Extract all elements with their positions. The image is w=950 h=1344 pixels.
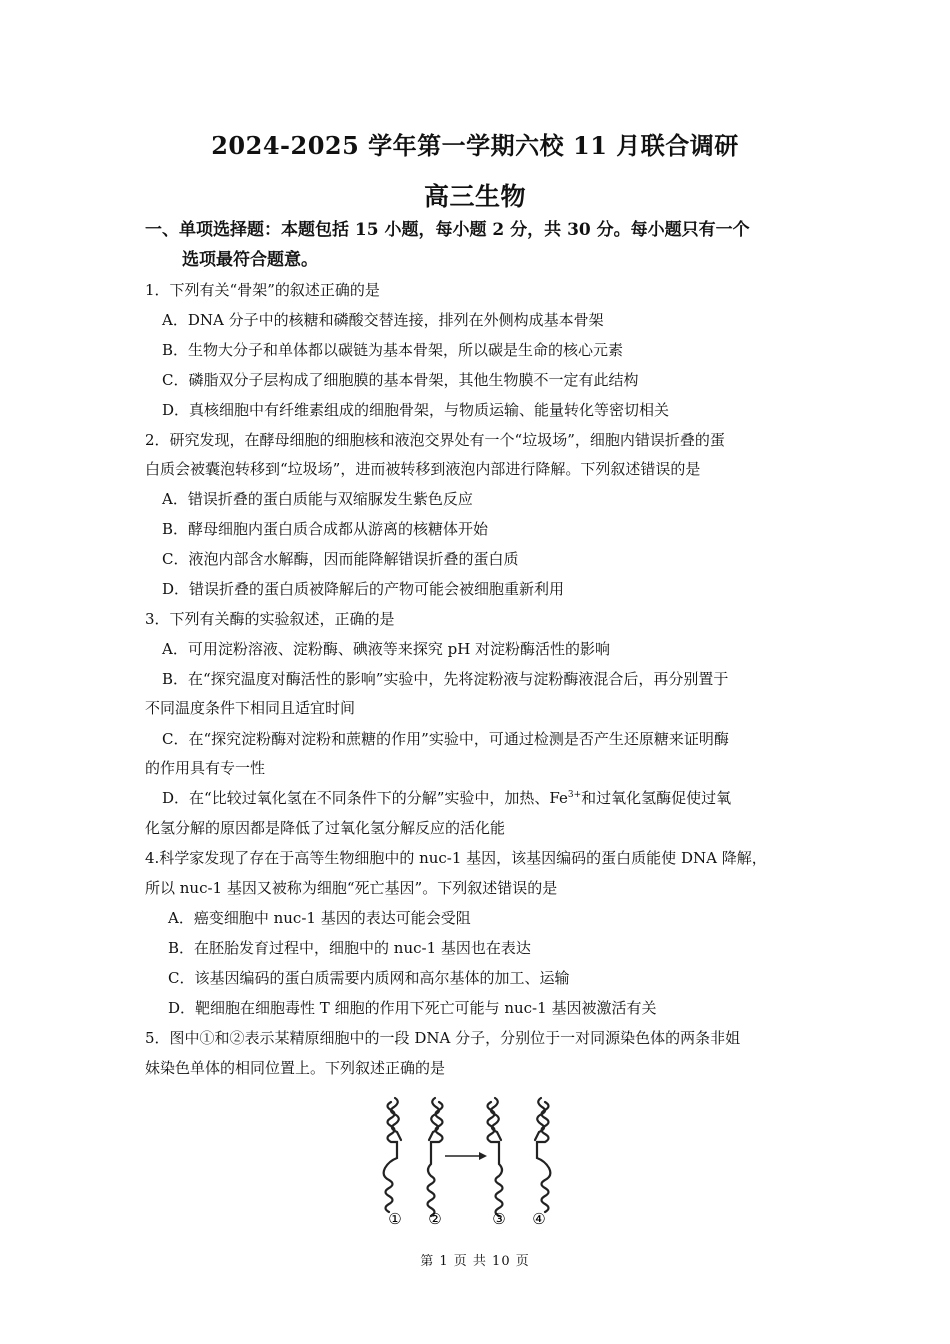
q4-option-a: A．癌变细胞中 nuc-1 基因的表达可能会受阻 xyxy=(168,909,471,927)
q4-option-b: B．在胚胎发育过程中，细胞中的 nuc-1 基因也在表达 xyxy=(168,939,531,957)
q4-stem: 4.科学家发现了存在于高等生物细胞中的 nuc-1 基因，该基因编码的蛋白质能使 DNA 降解， xyxy=(145,849,767,867)
q2-stem-cont: 白质会被囊泡转移到“垃圾场”，进而被转移到液泡内部进行降解。下列叙述错误的是 xyxy=(145,460,701,478)
label-3: ③ xyxy=(492,1210,506,1228)
dna-strand-2 xyxy=(428,1102,443,1216)
q1-stem: 1．下列有关“骨架”的叙述正确的是 xyxy=(145,281,380,299)
label-1: ① xyxy=(388,1210,402,1228)
q3-option-c-cont: 的作用具有专一性 xyxy=(145,759,266,777)
section-heading: 一、单项选择题：本题包括 15 小题，每小题 2 分，共 30 分。每小题只有一个 xyxy=(145,220,750,240)
exam-title: 2024-2025 学年第一学期六校 11 月联合调研 xyxy=(211,131,739,160)
arrow-head xyxy=(479,1152,487,1160)
dna-crossover-figure xyxy=(375,1092,563,1228)
dna-strand-3 xyxy=(488,1102,503,1216)
q1-option-a: A．DNA 分子中的核糖和磷酸交替连接，排列在外侧构成基本骨架 xyxy=(162,311,604,329)
q2-stem: 2．研究发现，在酵母细胞的细胞核和液泡交界处有一个“垃圾场”，细胞内错误折叠的蛋 xyxy=(145,431,725,449)
q3-option-b: B．在“探究温度对酶活性的影响”实验中，先将淀粉液与淀粉酶液混合后，再分别置于 xyxy=(162,670,729,688)
q3-option-b-cont: 不同温度条件下相同且适宜时间 xyxy=(145,699,356,717)
q2-option-b: B．酵母细胞内蛋白质合成都从游离的核糖体开始 xyxy=(162,520,489,538)
q4-option-d: D．靶细胞在细胞毒性 T 细胞的作用下死亡可能与 nuc-1 基因被激活有关 xyxy=(168,999,657,1017)
q2-option-c: C．液泡内部含水解酶，因而能降解错误折叠的蛋白质 xyxy=(162,550,519,568)
page-footer: 第 1 页 共 10 页 xyxy=(420,1254,530,1269)
q1-option-b: B．生物大分子和单体都以碳链为基本骨架，所以碳是生命的核心元素 xyxy=(162,341,624,359)
subject-title: 高三生物 xyxy=(423,182,526,211)
q5-stem-cont: 妹染色单体的相同位置上。下列叙述正确的是 xyxy=(145,1059,446,1077)
dna-figure-svg xyxy=(375,1092,563,1228)
q3-option-d: D．在“比较过氧化氢在不同条件下的分解”实验中，加热、$Fe^{3+}$和过氧化氢酶促使过氧 xyxy=(162,789,732,807)
q4-option-c: C．该基因编码的蛋白质需要内质网和高尔基体的加工、运输 xyxy=(168,969,570,987)
q5-stem: 5．图中①和②表示某精原细胞中的一段 DNA 分子，分别位于一对同源染色体的两条非姐 xyxy=(145,1029,741,1047)
q4-stem-cont: 所以 nuc-1 基因又被称为细胞“死亡基因”。下列叙述错误的是 xyxy=(145,879,558,897)
q3-option-d-cont: 化氢分解的原因都是降低了过氧化氢分解反应的活化能 xyxy=(145,819,506,837)
label-2: ② xyxy=(428,1210,442,1228)
dna-strand-4 xyxy=(537,1102,550,1212)
section-heading-cont: 选项最符合题意。 xyxy=(182,250,318,270)
q3-option-a: A．可用淀粉溶液、淀粉酶、碘液等来探究 pH 对淀粉酶活性的影响 xyxy=(162,640,611,658)
q3-option-c: C．在“探究淀粉酶对淀粉和蔗糖的作用”实验中，可通过检测是否产生还原糖来证明酶 xyxy=(162,730,729,748)
q2-option-a: A．错误折叠的蛋白质能与双缩脲发生紫色反应 xyxy=(162,490,473,508)
q1-option-d: D．真核细胞中有纤维素组成的细胞骨架，与物质运输、能量转化等密切相关 xyxy=(162,401,670,419)
label-4: ④ xyxy=(532,1210,546,1228)
dna-strand-1 xyxy=(384,1102,397,1212)
q1-option-c: C．磷脂双分子层构成了细胞膜的基本骨架，其他生物膜不一定有此结构 xyxy=(162,371,639,389)
q3-stem: 3．下列有关酶的实验叙述，正确的是 xyxy=(145,610,395,628)
q2-option-d: D．错误折叠的蛋白质被降解后的产物可能会被细胞重新利用 xyxy=(162,580,565,598)
